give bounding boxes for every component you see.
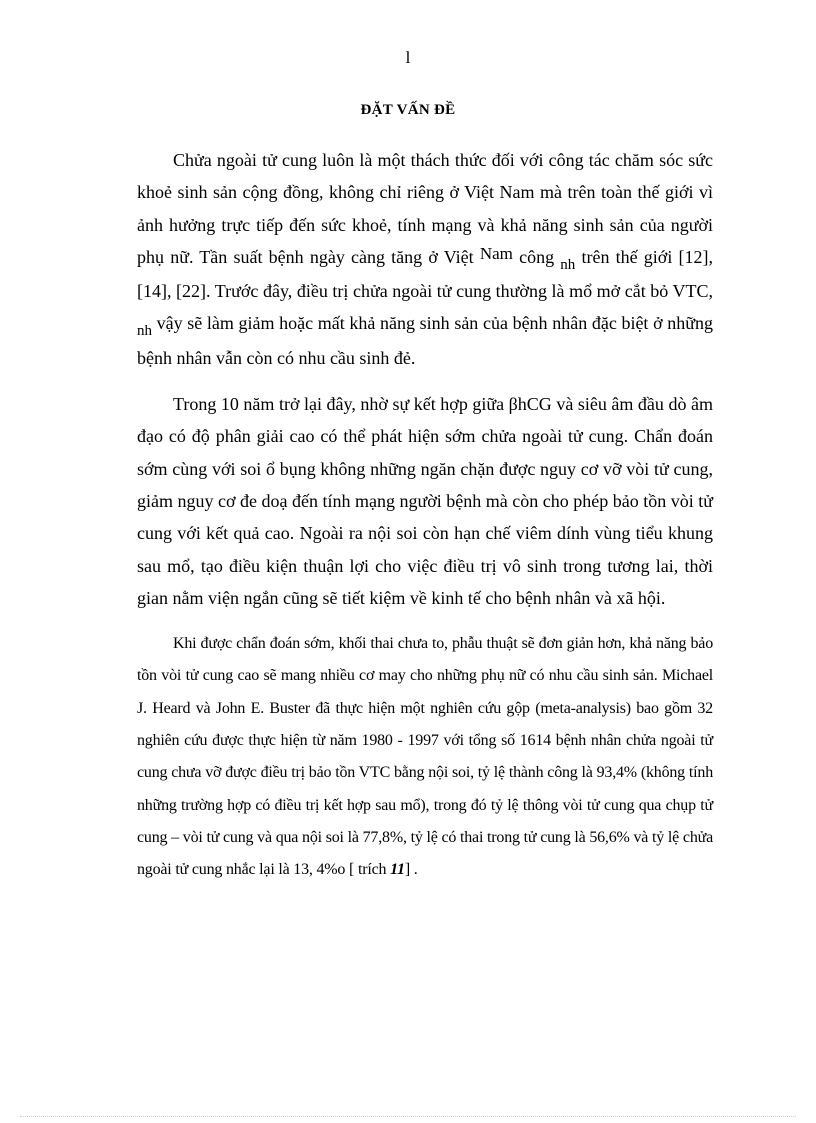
page-bottom-rule — [20, 1116, 796, 1117]
paragraph-1-word-nam: Nam — [479, 243, 513, 263]
paragraph-1 — [137, 144, 713, 374]
document-body — [137, 144, 713, 887]
page-title: ĐẶT VẤN ĐỀ — [360, 102, 456, 118]
paragraph-1-text-a: Chửa ngoài tử cung luôn là một thách thức đối với công tác chăm sóc sức khoẻ sinh sản cộng đồng, không chỉ riêng ở Việt Nam mà trên toàn thế giới vì ảnh hưởng trực tiếp đến sức khoẻ, tính mạng và khả năng sinh sản của người phụ nữ. Tần suất bệnh ngày càng tăng ở Việt — [137, 150, 713, 267]
paragraph-3-end: ] . — [404, 861, 418, 879]
paragraph-1-fragment-nh-2: nh — [137, 323, 152, 340]
paragraph-3 — [137, 628, 713, 886]
paragraph-1-text-d: vậy sẽ làm giảm hoặc mất khả năng sinh sản của bệnh nhân đặc biệt ở những bệnh nhân vẫn còn có nhu cầu sinh đẻ. — [137, 313, 713, 368]
paragraph-1-text-c: trên thế giới [12],[14], [22]. Trước đây, điều trị chửa ngoài tử cung thường là mổ mở cắt bỏ VTC, — [137, 246, 713, 302]
paragraph-3-text: Khi được chẩn đoán sớm, khối thai chưa to, phẫu thuật sẽ đơn giản hơn, khả năng bảo tồn vòi tử cung cao sẽ mang nhiều cơ may cho những phụ nữ có nhu cầu sinh sản. Michael J. Heard và John E. Buster đã thực hiện một nghiên cứu gộp (meta-analysis) bao gồm 32 nghiên cứu được thực hiện từ năm 1980 - 1997 với tổng số 1614 bệnh nhân chửa ngoài tử cung chưa vỡ được điều trị bảo tồn VTC bằng nội soi, tỷ lệ thành công là 93,4% (không tính những trường hợp có điều trị kết hợp sau mổ), trong đó tỷ lệ thông vòi tử cung qua chụp tử cung – vòi tử cung và qua nội soi là 77,8%, tỷ lệ có thai trong tử cung là 56,6% và tỷ lệ chửa ngoài tử cung nhắc lại là 13, 4%o [ trích — [137, 635, 713, 879]
paragraph-1-fragment-nh-1: nh — [560, 256, 576, 273]
paragraph-1-text-b: công — [519, 246, 555, 267]
paragraph-2: Trong 10 năm trở lại đây, nhờ sự kết hợp giữa βhCG và siêu âm đầu dò âm đạo có độ phân giải cao có thể phát hiện sớm chửa ngoài tử cung. Chẩn đoán sớm cùng với soi ổ bụng không những ngăn chặn được nguy cơ vỡ vòi tử cung, giảm nguy cơ đe doạ đến tính mạng người bệnh mà còn cho phép bảo tồn vòi tử cung với kết quả cao. Ngoài ra nội soi còn hạn chế viêm dính vùng tiểu khung sau mổ, tạo điều kiện thuận lợi cho việc điều trị vô sinh trong tương lai, thời gian nằm viện ngắn cũng sẽ tiết kiệm về kinh tế cho bệnh nhân và xã hội. — [137, 394, 713, 608]
citation-reference: 11 — [390, 861, 405, 879]
page-number: l — [405, 48, 411, 67]
